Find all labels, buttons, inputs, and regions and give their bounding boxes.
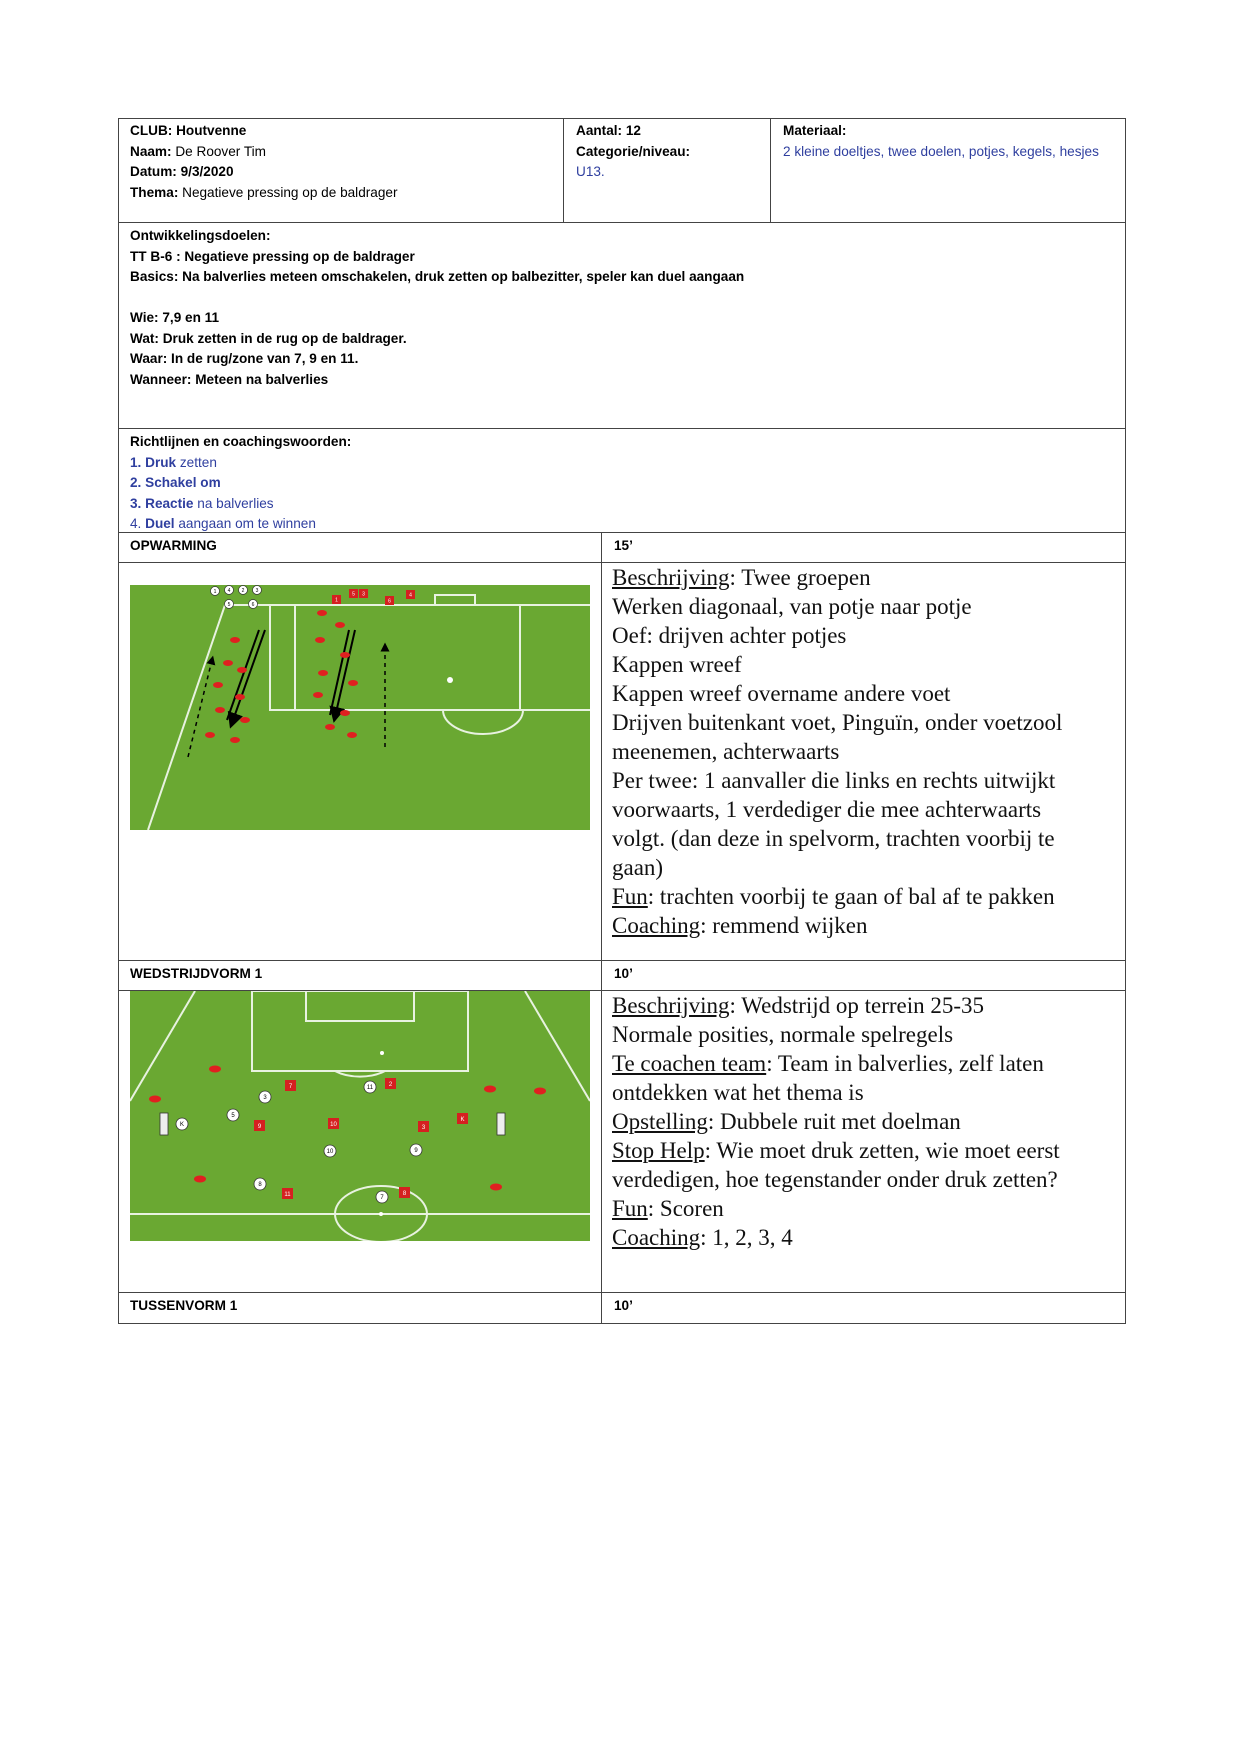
opwarming-coaching-label: Coaching bbox=[612, 913, 701, 938]
categorie-value: U13. bbox=[576, 164, 605, 179]
materiaal-value: 2 kleine doeltjes, twee doelen, potjes, kegels, hesjes bbox=[783, 143, 1099, 159]
doelen-wie: Wie: 7,9 en 11 bbox=[130, 310, 220, 325]
club-label: CLUB: bbox=[130, 123, 173, 138]
doelen-tt: TT B-6 : Negatieve pressing op de baldrager bbox=[130, 248, 415, 264]
materiaal-cell bbox=[771, 118, 1126, 223]
tussenvorm-duration-cell bbox=[602, 1293, 1126, 1324]
opwarming-coaching-value: : remmend wijken bbox=[700, 913, 868, 938]
opwarming-duration: 15’ bbox=[614, 538, 633, 553]
wedstrijdvorm-te-coachen-value-2: ontdekken wat het thema is bbox=[612, 1080, 864, 1105]
opwarming-line: meenemen, achterwaarts bbox=[612, 739, 840, 764]
opwarming-line: volgt. (dan deze in spelvorm, trachten voorbij te bbox=[612, 826, 1055, 851]
svg-text:11: 11 bbox=[284, 1192, 291, 1198]
svg-text:K: K bbox=[460, 1117, 465, 1123]
wedstrijdvorm-diagram-cell bbox=[118, 991, 602, 1293]
aantal-label: Aantal: bbox=[576, 123, 623, 138]
thema-label: Thema: bbox=[130, 184, 179, 200]
doelen-wanneer: Wanneer: Meteen na balverlies bbox=[130, 371, 329, 387]
opwarming-label-cell bbox=[118, 533, 602, 563]
opwarming-fun-value: : trachten voorbij te gaan of bal af te pakken bbox=[647, 884, 1055, 909]
wedstrijdvorm-opstelling-label: Opstelling bbox=[612, 1109, 708, 1134]
svg-text:4: 4 bbox=[227, 588, 231, 594]
opwarming-fun-label: Fun bbox=[612, 884, 648, 909]
wedstrijdvorm-duration-cell bbox=[602, 961, 1126, 991]
opwarming-description-cell bbox=[602, 563, 1126, 961]
richtlijn-item: 2. Schakel om bbox=[130, 475, 221, 490]
naam-label: Naam: bbox=[130, 143, 172, 159]
doelen-title: Ontwikkelingsdoelen: bbox=[130, 228, 271, 243]
svg-text:9: 9 bbox=[257, 1124, 262, 1130]
club-value: Houtvenne bbox=[176, 123, 247, 138]
opwarming-line: Drijven buitenkant voet, Pinguïn, onder voetzool bbox=[612, 710, 1063, 735]
wedstrijdvorm-stophelp-label: Stop Help bbox=[612, 1138, 705, 1163]
wedstrijdvorm-coaching-label: Coaching bbox=[612, 1225, 701, 1250]
materiaal-label: Materiaal: bbox=[783, 123, 847, 138]
doelen-waar: Waar: In de rug/zone van 7, 9 en 11. bbox=[130, 351, 359, 366]
svg-text:8: 8 bbox=[258, 1182, 262, 1188]
svg-text:3: 3 bbox=[421, 1125, 426, 1131]
datum-label: Datum: bbox=[130, 164, 177, 179]
svg-text:6: 6 bbox=[388, 598, 391, 605]
svg-text:2: 2 bbox=[241, 588, 245, 594]
svg-text:9: 9 bbox=[414, 1148, 418, 1154]
svg-text:2: 2 bbox=[388, 1082, 393, 1088]
svg-text:10: 10 bbox=[326, 1149, 334, 1155]
ontwikkelingsdoelen-cell bbox=[118, 223, 1126, 429]
wedstrijdvorm-beschrijving-label: Beschrijving bbox=[612, 993, 730, 1018]
svg-text:10: 10 bbox=[330, 1122, 337, 1128]
wedstrijdvorm-te-coachen-value: : Team in balverlies, zelf laten bbox=[766, 1051, 1044, 1076]
svg-text:11: 11 bbox=[366, 1085, 374, 1091]
svg-text:K: K bbox=[179, 1122, 185, 1128]
datum-value: 9/3/2020 bbox=[180, 164, 234, 179]
wedstrijdvorm-duration: 10’ bbox=[614, 966, 633, 981]
svg-text:4: 4 bbox=[409, 592, 412, 599]
wedstrijdvorm-stophelp-value-2: verdedigen, hoe tegenstander onder druk zetten? bbox=[612, 1167, 1058, 1192]
opwarming-field-diagram bbox=[130, 585, 590, 830]
wedstrijdvorm-stophelp-value: : Wie moet druk zetten, wie moet eerst bbox=[704, 1138, 1060, 1163]
opwarming-duration-cell bbox=[602, 533, 1126, 563]
thema-value: Negatieve pressing op de baldrager bbox=[182, 184, 398, 200]
doelen-basics: Basics: Na balverlies meteen omschakelen, druk zetten op balbezitter, speler kan duel aangaan bbox=[130, 269, 745, 284]
svg-text:5: 5 bbox=[231, 1113, 235, 1119]
tussenvorm-label: TUSSENVORM 1 bbox=[130, 1298, 238, 1313]
richtlijn-item: 3. Reactie na balverlies bbox=[130, 495, 274, 511]
aantal-cell bbox=[564, 118, 771, 223]
opwarming-beschrijving-value: : Twee groepen bbox=[729, 565, 871, 590]
opwarming-label: OPWARMING bbox=[130, 538, 217, 553]
opwarming-diagram-cell bbox=[118, 563, 602, 961]
naam-value: De Roover Tim bbox=[175, 143, 266, 159]
svg-text:5: 5 bbox=[227, 602, 231, 608]
opwarming-line: gaan) bbox=[612, 855, 664, 880]
richtlijnen-title: Richtlijnen en coachingswoorden: bbox=[130, 434, 352, 449]
wedstrijdvorm-coaching-value: : 1, 2, 3, 4 bbox=[700, 1225, 793, 1250]
svg-text:3: 3 bbox=[362, 591, 365, 598]
svg-text:3: 3 bbox=[255, 588, 259, 594]
wedstrijdvorm-label-cell bbox=[118, 961, 602, 991]
tussenvorm-label-cell bbox=[118, 1293, 602, 1324]
wedstrijdvorm-opstelling-value: : Dubbele ruit met doelman bbox=[707, 1109, 961, 1134]
opwarming-line: Kappen wreef bbox=[612, 652, 742, 677]
svg-text:1: 1 bbox=[335, 597, 338, 604]
wedstrijdvorm-line: Normale posities, normale spelregels bbox=[612, 1022, 954, 1047]
svg-text:1: 1 bbox=[213, 589, 217, 595]
opwarming-line: Kappen wreef overname andere voet bbox=[612, 681, 951, 706]
categorie-label: Categorie/niveau: bbox=[576, 143, 691, 159]
svg-text:6: 6 bbox=[251, 602, 255, 608]
wedstrijdvorm-beschrijving-value: : Wedstrijd op terrein 25-35 bbox=[729, 993, 985, 1018]
grass-field bbox=[130, 991, 590, 1241]
aantal-value: 12 bbox=[625, 123, 641, 138]
opwarming-line: Werken diagonaal, van potje naar potje bbox=[612, 594, 972, 619]
svg-text:7: 7 bbox=[380, 1195, 384, 1201]
opwarming-beschrijving-label: Beschrijving bbox=[612, 565, 730, 590]
opwarming-line: Oef: drijven achter potjes bbox=[612, 623, 847, 648]
svg-text:7: 7 bbox=[288, 1084, 293, 1090]
wedstrijdvorm-description-cell bbox=[602, 991, 1126, 1293]
wedstrijdvorm-fun-label: Fun bbox=[612, 1196, 648, 1221]
richtlijn-item: 1. Druk zetten bbox=[130, 454, 217, 470]
wedstrijdvorm-te-coachen-label: Te coachen team bbox=[612, 1051, 767, 1076]
opwarming-line: voorwaarts, 1 verdediger die mee achterwaarts bbox=[612, 797, 1042, 822]
club-info-cell bbox=[118, 118, 564, 223]
wedstrijdvorm-label: WEDSTRIJDVORM 1 bbox=[130, 966, 263, 981]
wedstrijdvorm-fun-value: : Scoren bbox=[647, 1196, 724, 1221]
richtlijnen-cell bbox=[118, 429, 1126, 533]
svg-text:3: 3 bbox=[263, 1095, 267, 1101]
wedstrijdvorm-field-diagram bbox=[130, 991, 590, 1241]
svg-text:5: 5 bbox=[352, 591, 355, 598]
tussenvorm-duration: 10’ bbox=[614, 1298, 633, 1313]
doelen-wat: Wat: Druk zetten in de rug op de baldrager. bbox=[130, 330, 407, 346]
svg-text:8: 8 bbox=[402, 1191, 407, 1197]
opwarming-line: Per twee: 1 aanvaller die links en rechts uitwijkt bbox=[612, 768, 1056, 793]
richtlijn-item: 4. Duel aangaan om te winnen bbox=[130, 516, 316, 531]
